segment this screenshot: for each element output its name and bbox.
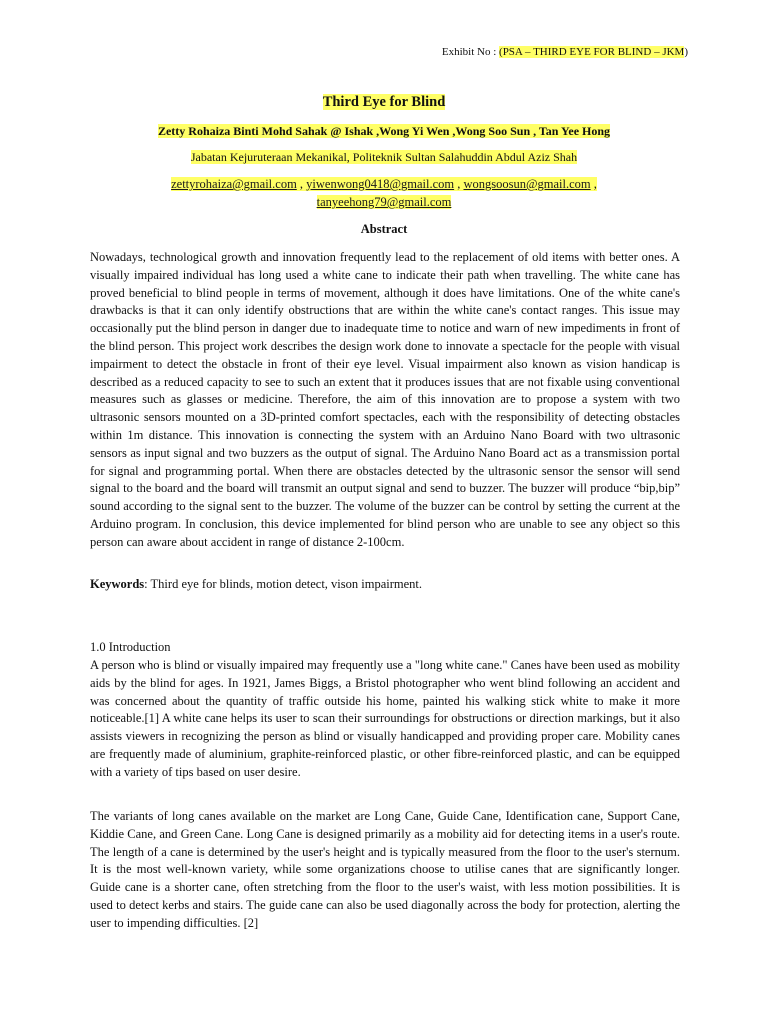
keywords-label: Keywords	[90, 577, 145, 591]
exhibit-label: Exhibit No :	[441, 46, 500, 58]
paper-affiliation	[0, 149, 768, 165]
introduction-paragraph-1: A person who is blind or visually impaired may frequently use a "long white cane." Canes have been used as mobility aids by the blind for ages. In 1921, James Biggs, a Bristol photographer who went blind following an accident and was concerned about the quantity of traffic outside his home, painted his walking stick white to make it more noticeable.[1] A white cane helps its user to scan their surroundings for obstructions or direction markings, but it also assists viewers in recognizing the person as blind or visually handicapped and providing proper care. Mobility canes are frequently made of aluminium, graphite-reinforced plastic, or other fibre-reinforced plastic, and can be equipped with a variety of tips based on user desire.	[90, 658, 680, 779]
email-link-1[interactable]: zettyrohaiza@gmail.com	[171, 177, 297, 191]
introduction-paragraph-2: The variants of long canes available on the market are Long Cane, Guide Cane, Identification cane, Support Cane, Kiddie Cane, and Green Cane. Long Cane is designed primarily as a mobility aid for detecting items in a user's route. The length of a cane is determined by the user's height and is typically measured from the floor to the user's sternum. It is the most well-known variety, while some organizations choose to utilise canes that are significantly longer. Guide cane is a shorter cane, often stretching from the floor to the user's waist, with less motion possibilities. It is used to detect kerbs and stairs. The guide cane can also be used diagonally across the body for protection, alerting the user to impending difficulties. [2]	[90, 809, 680, 930]
paper-authors	[0, 123, 768, 139]
email-line-1	[171, 177, 597, 191]
paper-authors-text: Zetty Rohaiza Binti Mohd Sahak @ Ishak ,Wong Yi Wen ,Wong Soo Sun , Tan Yee Hong	[157, 124, 611, 138]
email-separator: ,	[296, 177, 307, 191]
keywords-line	[90, 576, 680, 594]
email-link-3[interactable]: wongsoosun@gmail.com	[463, 177, 591, 191]
author-emails	[0, 175, 768, 211]
paper-title-text: Third Eye for Blind	[322, 94, 446, 110]
introduction-heading: 1.0 Introduction	[90, 640, 171, 654]
paper-affiliation-text: Jabatan Kejuruteraan Mekanikal, Politeknik Sultan Salahuddin Abdul Aziz Shah	[190, 150, 578, 164]
abstract-text: Nowadays, technological growth and innovation frequently lead to the replacement of old items with better ones. A visually impaired individual has long used a white cane to indicate their path when travelling. The white cane has proved beneficial to blind people in terms of movement, although it does have limitations. One of the white cane's drawbacks is that it can only identify obstructions that are within the white cane's contact ranges. This issue may occasionally put the blind person in danger due to inadequate time to notice and warn of new impediments in front of the blind person. This project work describes the design work done to innovate a spectacle for the people with visual impairment to detect the obstacle in front of their eye level. Visual impairment also known as vision handicap is described as a reduced capacity to see to such an extent that it produces issues that are not fixable using conventional measures such as glasses or medicine. Therefore, the aim of this innovation are to propose a system with two ultrasonic sensors mounted on a 3D-printed comfort spectacles, each with the responsibility of detecting obstacles within 1m distance. This innovation is connecting the system with an Arduino Nano Board with two ultrasonic sensors as input signal and two buzzers as the output of signal. The Arduino Nano Board act as a transmission portal for signal and programming portal. When there are obstacles detected by the ultrasonic sensor the sensor will send signal to the board and the board will transmit an output signal and send to buzzer. The buzzer will produce “bip,bip” sound according to the signal sent to the buzzer. The volume of the buzzer can be control by setting the current at the Arduino program. In conclusion, this device implemented for blind person who are unable to see any object so this person can aware about accident in range of distance 2-100cm.	[90, 250, 680, 549]
email-link-4[interactable]: tanyeehong79@gmail.com	[316, 195, 452, 209]
abstract-heading: Abstract	[360, 222, 408, 236]
email-link-2[interactable]: yiwenwong0418@gmail.com	[306, 177, 455, 191]
email-separator: ,	[454, 177, 464, 191]
email-trailing: ,	[590, 177, 597, 191]
exhibit-close: )	[684, 46, 688, 58]
keywords-text: : Third eye for blinds, motion detect, vison impairment.	[144, 577, 423, 591]
exhibit-code: (PSA – THIRD EYE FOR BLIND – JKM	[499, 46, 685, 58]
paper-title	[0, 93, 768, 111]
exhibit-number	[442, 44, 688, 60]
email-line-2	[317, 195, 452, 209]
